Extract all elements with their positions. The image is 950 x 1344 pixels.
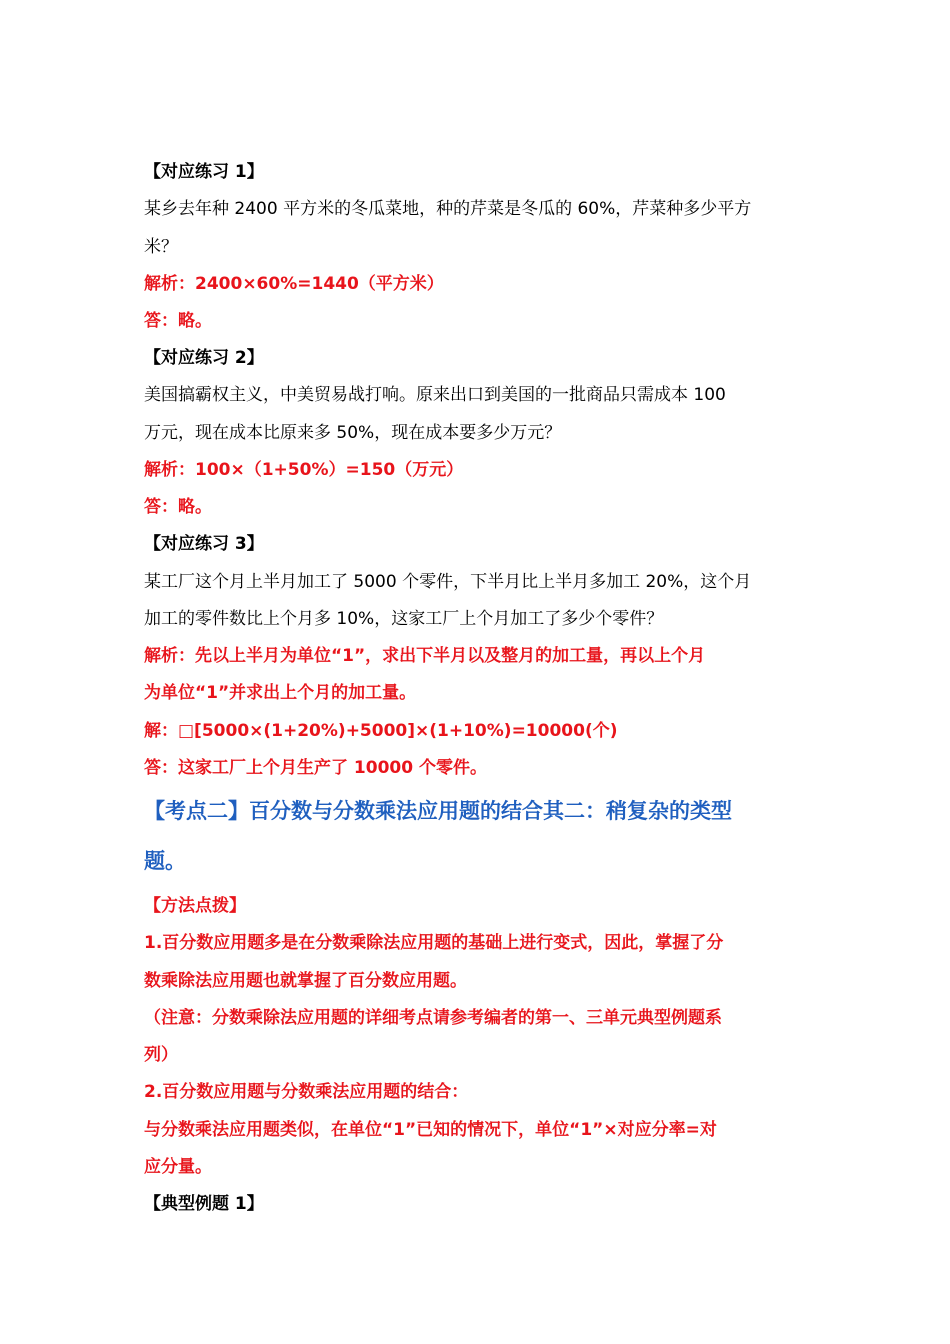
exercise-3-solution: 解：□[5000×(1+20%)+5000]×(1+10%)=10000(个): [144, 721, 618, 741]
exercise-3-analysis: 解析：先以上半月为单位“1”，求出下半月以及整月的加工量，再以上个月: [144, 646, 706, 666]
method-note-cont: 列）: [144, 1045, 178, 1065]
exercise-1-question: 某乡去年种 2400 平方米的冬瓜菜地，种的芹菜是冬瓜的 60%，芹菜种多少平方: [144, 199, 752, 219]
method-point-1-cont: 数乘除法应用题也就掌握了百分数应用题。: [144, 971, 467, 991]
exercise-1-question-cont: 米？: [144, 237, 178, 257]
exercise-2-question: 美国搞霸权主义，中美贸易战打响。原来出口到美国的一批商品只需成本 100: [144, 385, 726, 405]
exercise-2-analysis: 解析：100×（1+50%）=150（万元）: [144, 460, 464, 480]
method-note: （注意：分数乘除法应用题的详细考点请参考编者的第一、三单元典型例题系: [144, 1008, 722, 1028]
example-1-title: 【典型例题 1】: [144, 1194, 264, 1214]
exercise-2-question-cont: 万元，现在成本比原来多 50%，现在成本要多少万元？: [144, 423, 562, 443]
exercise-3-title: 【对应练习 3】: [144, 534, 264, 554]
exercise-3-question-cont: 加工的零件数比上个月多 10%，这家工厂上个月加工了多少个零件？: [144, 609, 664, 629]
exercise-2-title: 【对应练习 2】: [144, 348, 264, 368]
exercise-1-analysis: 解析：2400×60%=1440（平方米）: [144, 274, 444, 294]
method-point-2: 2.百分数应用题与分数乘法应用题的结合：: [144, 1082, 469, 1102]
method-point-2-detail: 与分数乘法应用题类似，在单位“1”已知的情况下，单位“1”×对应分率=对: [144, 1120, 717, 1140]
section-heading: 【考点二】百分数与分数乘法应用题的结合其二：稍复杂的类型: [144, 799, 732, 823]
method-point-1: 1.百分数应用题多是在分数乘除法应用题的基础上进行变式，因此，掌握了分: [144, 933, 724, 953]
exercise-3-analysis-cont: 为单位“1”并求出上个月的加工量。: [144, 683, 417, 703]
method-title: 【方法点拨】: [144, 896, 246, 916]
method-point-2-detail-cont: 应分量。: [144, 1157, 212, 1177]
section-heading-cont: 题。: [144, 849, 186, 873]
exercise-2-answer: 答：略。: [144, 497, 212, 517]
exercise-1-title: 【对应练习 1】: [144, 162, 264, 182]
exercise-3-question: 某工厂这个月上半月加工了 5000 个零件，下半月比上半月多加工 20%，这个月: [144, 572, 752, 592]
exercise-3-answer: 答：这家工厂上个月生产了 10000 个零件。: [144, 758, 487, 778]
exercise-1-answer: 答：略。: [144, 311, 212, 331]
